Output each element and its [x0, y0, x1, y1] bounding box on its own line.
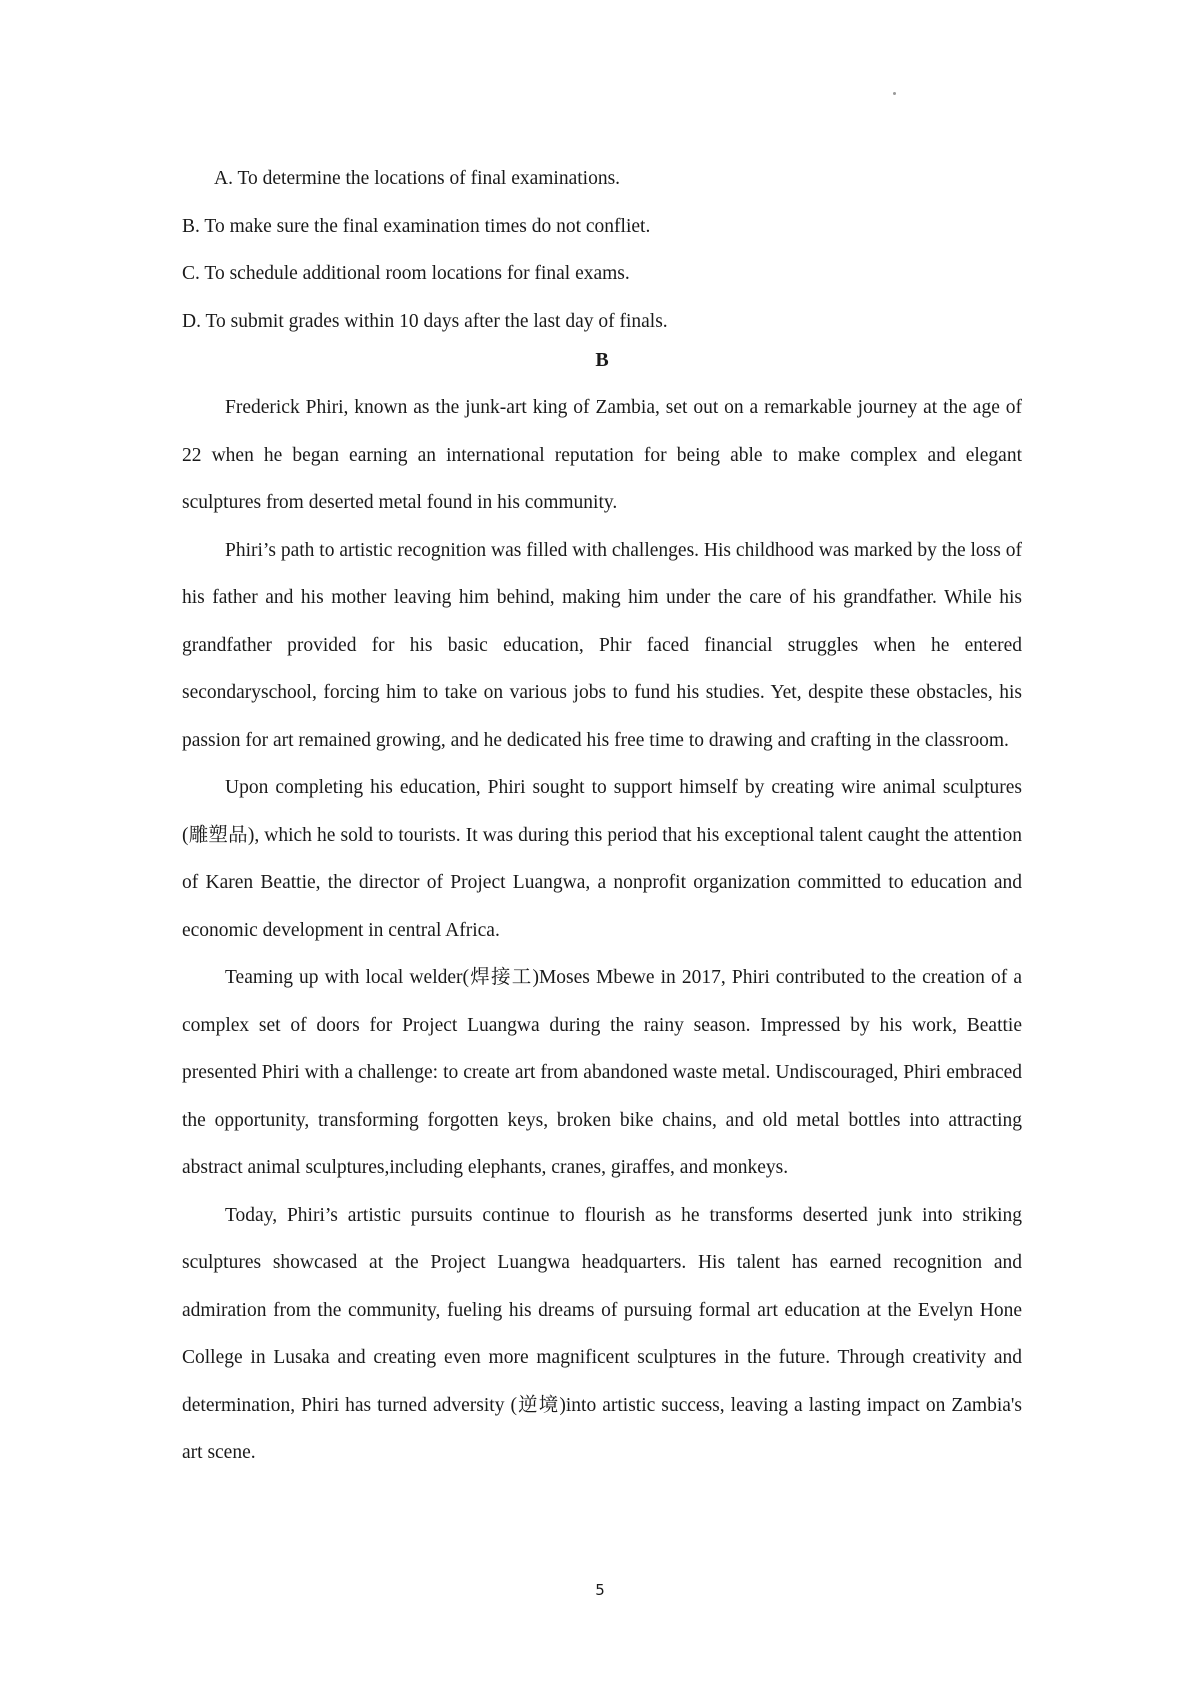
section-heading: B	[595, 349, 609, 371]
passage-paragraph-4: Teaming up with local welder(焊接工)Moses Mbewe in 2017, Phiri contributed to the creation of a complex set of doors for Project Luangwa during the rainy season. Impressed by his work, Beattie presented Phiri with a challenge: to create art from abandoned waste metal. Undiscouraged, Phiri embraced the opportunity, transforming forgotten keys, broken bike chains, and old metal bottles into attracting abstract animal sculptures,including elephants, cranes, giraffes, and monkeys.	[182, 967, 1022, 1178]
option-c: C. To schedule additional room locations for final exams.	[182, 263, 630, 284]
option-a: A. To determine the locations of final examinations.	[214, 168, 621, 189]
page-number: 5	[595, 1581, 605, 1599]
option-d: D. To submit grades within 10 days after the last day of finals.	[182, 310, 668, 332]
stray-dot-mark	[893, 92, 896, 95]
answer-options	[182, 155, 1022, 345]
passage-paragraph-2: Phiri’s path to artistic recognition was filled with challenges. His childhood was marked by the loss of his father and his mother leaving him behind, making him under the care of his grandfather. While his grandfather provided for his basic education, Phir faced financial struggles when he entered secondaryschool, forcing him to take on various jobs to fund his studies. Yet, despite these obstacles, his passion for art remained growing, and he dedicated his free time to drawing and crafting in the classroom.	[182, 539, 1022, 751]
option-b: B. To make sure the final examination times do not confliet.	[182, 215, 651, 237]
passage-paragraph-1: Frederick Phiri, known as the junk-art king of Zambia, set out on a remarkable journey at the age of 22 when he began earning an international reputation for being able to make complex and elegant sculptures from deserted metal found in his community.	[182, 397, 1022, 513]
passage-paragraph-5: Today, Phiri’s artistic pursuits continue to flourish as he transforms deserted junk into striking sculptures showcased at the Project Luangwa headquarters. His talent has earned recognition and admiration from the community, fueling his dreams of pursuing formal art education at the Evelyn Hone College in Lusaka and creating even more magnificent sculptures in the future. Through creativity and determination, Phiri has turned adversity (逆境)into artistic success, leaving a lasting impact on Zambia's art scene.	[182, 1204, 1022, 1463]
passage-paragraph-3: Upon completing his education, Phiri sought to support himself by creating wire animal sculptures (雕塑品), which he sold to tourists. It was during this period that his exceptional talent caught the attention of Karen Beattie, the director of Project Luangwa, a nonprofit organization committed to education and economic development in central Africa.	[182, 777, 1022, 941]
reading-passage	[182, 384, 1022, 1477]
